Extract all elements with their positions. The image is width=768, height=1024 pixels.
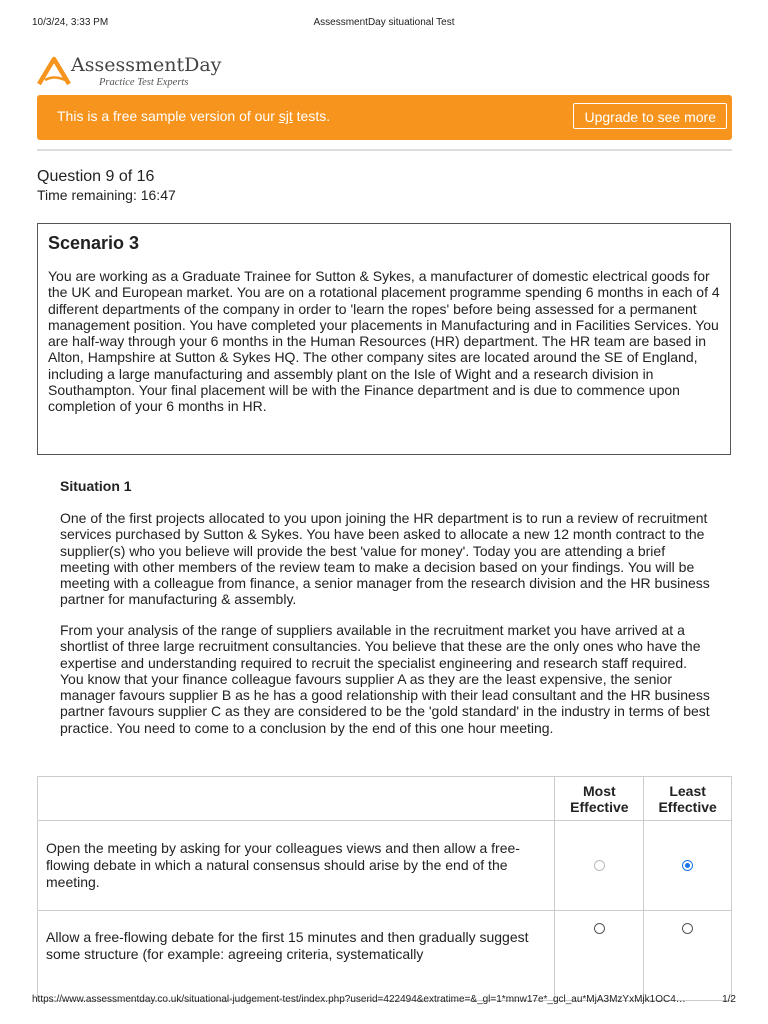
question-count: Question 9 of 16 (37, 168, 155, 185)
least-header-line2: Effective (658, 798, 717, 815)
assessmentday-logo[interactable] (37, 54, 222, 90)
print-footer (32, 994, 736, 1008)
option-text: Allow a free-flowing debate for the first 15 minutes and then gradually suggest some structure (for example: agreeing criteria, systematically (38, 911, 555, 1001)
print-page-title: AssessmentDay situational Test (313, 17, 455, 28)
option-text: Open the meeting by asking for your colleagues views and then allow a free-flowing debate in which a natural consensus should arise by the end of the meeting. (38, 821, 555, 911)
least-effective-radio[interactable] (682, 860, 693, 871)
most-effective-radio[interactable] (594, 923, 605, 934)
print-page-number: 1/2 (722, 994, 736, 1005)
logo-brand: AssessmentDay (71, 54, 222, 76)
upgrade-button[interactable]: Upgrade to see more (573, 103, 727, 129)
least-effective-cell (644, 821, 732, 911)
situation-paragraph-1: One of the first projects allocated to you upon joining the HR department is to run a review of recruitment services purchased by Sutton & Sykes. You have been asked to allocate a new 12 month contract to the supplier(s) who you believe will provide the best 'value for money'. Today you are attending a brief meeting with other members of the review team to make a decision based on your findings. You will be meeting with a colleague from finance, a senior manager from the research division and the HR business partner for manufacturing & assembly. (60, 510, 710, 608)
triangle-logo-icon (37, 56, 71, 86)
least-header-line1: Least (669, 782, 706, 799)
print-datetime: 10/3/24, 3:33 PM (32, 17, 109, 28)
least-effective-header (644, 777, 732, 821)
banner-sjt-link[interactable]: sjt (278, 108, 293, 124)
scenario-text: You are working as a Graduate Trainee for Sutton & Sykes, a manufacturer of domestic electrical goods for the UK and European market. You are on a rotational placement programme spending 6 months in each of 4 different departments of the company in order to 'learn the ropes' before being assessed for a permanent management position. You have completed your placements in Manufacturing and in Facilities Services. You are half-way through your 6 months in the Human Resources (HR) department. The HR team are based in Alton, Hampshire at Sutton & Sykes HQ. The other company sites are located around the SE of England, including a large manufacturing and assembly plant on the Isle of Wight and a research division in Southampton. Your final placement will be with the Finance department and is due to commence upon completion of your 6 months in HR. (48, 268, 720, 415)
least-effective-radio[interactable] (682, 923, 693, 934)
most-header-line2: Effective (570, 798, 629, 815)
table-header-row (38, 777, 732, 821)
banner-message (57, 108, 330, 124)
situation-paragraph-2: From your analysis of the range of suppliers available in the recruitment market you have arrived at a shortlist of three large recruitment consultancies. You believe that these are the only ones who have the expertise and understanding required to recruit the specialist engineering and research staff required. You know that your finance colleague favours supplier A as they are the least expensive, the senior manager favours supplier B as he has a good relationship with their lead consultant and the HR business partner favours supplier C as they are considered to be the 'gold standard' in the industry in terms of best practice. You need to come to a conclusion by the end of this one hour meeting. (60, 622, 710, 736)
option-column-header (38, 777, 555, 821)
print-header (32, 17, 736, 31)
table-row (38, 821, 732, 911)
logo-tagline: Practice Test Experts (99, 77, 189, 88)
table-row (38, 911, 732, 1001)
response-options-table (37, 776, 732, 1001)
scenario-title: Scenario 3 (48, 233, 140, 253)
print-url[interactable]: https://www.assessmentday.co.uk/situational-judgement-test/index.php?userid=422494&extratime=&_gl=1*mnw17e*_gcl_au*MjA3MzYxMjk1OC4… (32, 994, 686, 1005)
free-sample-banner (37, 95, 732, 140)
banner-message-end: tests. (292, 108, 331, 124)
divider (37, 149, 732, 151)
most-effective-cell (555, 821, 644, 911)
most-header-line1: Most (583, 782, 616, 799)
most-effective-radio[interactable] (594, 860, 605, 871)
banner-message-start: This is a free sample version of our (57, 108, 279, 124)
situation-title: Situation 1 (60, 478, 132, 494)
scenario-box (37, 223, 731, 455)
most-effective-cell (555, 911, 644, 1001)
time-remaining: Time remaining: 16:47 (37, 187, 176, 203)
least-effective-cell (644, 911, 732, 1001)
most-effective-header (555, 777, 644, 821)
